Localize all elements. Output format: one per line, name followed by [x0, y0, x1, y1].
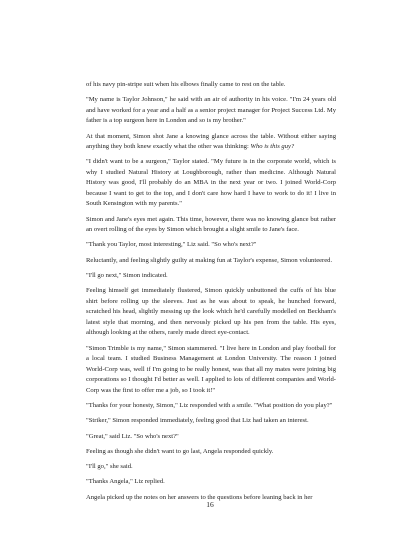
paragraph: "My name is Taylor Johnson," he said with an air of authority in his voice. "I'm 24 years old and have worked for a year and a half as a senior project manager for Project Success Ltd. My father is a top surgeon here in London and so is my brother.": [86, 96, 336, 125]
italic-thought: Who is this guy?: [250, 143, 295, 151]
paragraph: "Thanks for your honesty, Simon," Liz responded with a smile. "What position do you play?": [86, 401, 333, 409]
paragraph: Feeling as though she didn't want to go last, Angela responded quickly.: [86, 447, 274, 455]
paragraph: "Great," said Liz. "So who's next?": [86, 432, 179, 440]
paragraph: "I'll go next," Simon indicated.: [86, 272, 168, 280]
page-number: 16: [206, 500, 214, 509]
paragraph: Angela picked up the notes on her answers to the questions before leaning back in her: [86, 493, 313, 501]
paragraph: Simon and Jane's eyes met again. This time, however, there was no knowing glance but rather an overt rolling of the eyes by Simon which brought a slight smile to Jane's face.: [86, 215, 336, 234]
paragraph: [86, 132, 336, 153]
page-body: [86, 80, 336, 508]
paragraph: "Thanks Angela," Liz replied.: [86, 478, 165, 486]
paragraph: "Simon Trimble is my name," Simon stammered. "I live here in London and play football for a local team. I studied Business Management at London University. The reason I joined World-Corp was, well if I'm going to be really honest, was that all my mates were joining big corporations so I thought I'd better as well. I applied to lots of different companies and World-Corp was the first to offer me a job, so I took it!": [86, 344, 336, 394]
paragraph: Reluctantly, and feeling slightly guilty at making fun at Taylor's expense, Simon volunteered.: [86, 256, 333, 264]
paragraph: of his navy pin-stripe suit when his elbows finally came to rest on the table.: [86, 81, 286, 88]
paragraph: "I didn't want to be a surgeon," Taylor stated. "My future is in the corporate world, which is why I studied Natural History at Loughborough, rather than medicine. Although Natural History was good, I'll probably do an MBA in the next year or two. I joined World-Corp because I want to get to the top, and I don't care how hard I have to work to do it! I live in South Kensington with my parents.": [86, 158, 336, 208]
paragraph: Feeling himself get immediately flustered, Simon quickly unbuttoned the cuffs of his blue shirt before rolling up the sleeves. Just as he was about to speak, he hunched forward, scratched his head, slightly messing up the look which he'd carefully modelled on Beckham's latest style that morning, and then nervously picked up his pen from the table. His eyes, although looking at the others, rarely made direct eye-contact.: [86, 287, 336, 337]
paragraph-text: At that moment, Simon shot Jane a knowing glance across the table. Without either saying anything they both knew exactly what the other was thinking:: [86, 132, 336, 151]
paragraph: "Striker," Simon responded immediately, feeling good that Liz had taken an interest.: [86, 417, 309, 425]
paragraph: "Thank you Taylor, most interesting," Liz said. "So who's next?": [86, 241, 257, 249]
paragraph: "I'll go," she said.: [86, 463, 133, 471]
